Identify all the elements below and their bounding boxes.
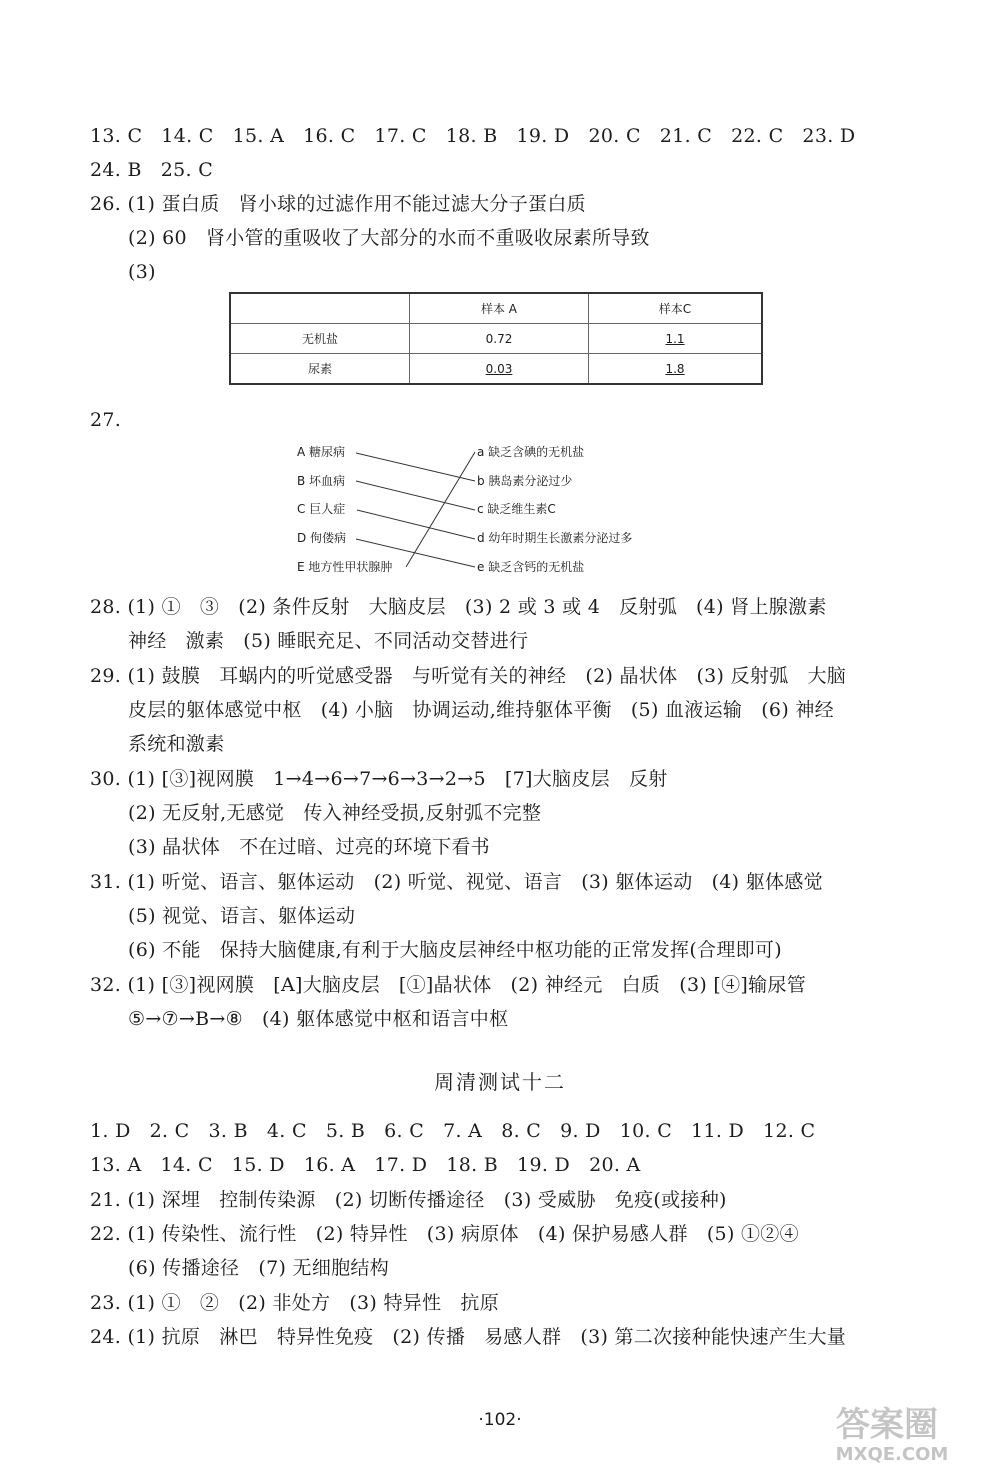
match-line-b-c — [356, 481, 475, 510]
answer-26-3: (3) — [128, 261, 156, 283]
match-left-c: C 巨人症 — [297, 502, 346, 516]
table-cell: 0.72 — [410, 324, 589, 354]
answer-31-line2: (5) 视觉、语言、躯体运动 — [128, 905, 356, 927]
answer-23: 23. (1) ① ② (2) 非处方 (3) 特异性 抗原 — [90, 1292, 499, 1314]
watermark-text: 答案圈 — [836, 1405, 938, 1445]
answer-blank: 0.03 — [485, 361, 513, 376]
answer-22-line1: 22. (1) 传染性、流行性 (2) 特异性 (3) 病原体 (4) 保护易感人群 (5) ①②④ — [90, 1223, 799, 1245]
match-left-d: D 佝偻病 — [297, 531, 347, 545]
match-right-d: d 幼年时期生长激素分泌过多 — [477, 531, 633, 545]
answer-32-line2: ⑤→⑦→B→⑧ (4) 躯体感觉中枢和语言中枢 — [128, 1008, 509, 1030]
answer-26-2: (2) 60 肾小管的重吸收了大部分的水而不重吸收尿素所导致 — [128, 227, 650, 249]
answer-32-line1: 32. (1) [③]视网膜 [A]大脑皮层 [①]晶状体 (2) 神经元 白质 (3) [④]输尿管 — [90, 974, 807, 996]
watermark-url: MXQE.COM — [835, 1444, 949, 1464]
table-header-cell: 样本C — [589, 293, 763, 324]
answer-line-24-25: 24. B 25. C — [90, 159, 214, 181]
answer-21: 21. (1) 深埋 控制传染源 (2) 切断传播途径 (3) 受威胁 免疫(或接种) — [90, 1189, 727, 1211]
answer-line-13-20: 13. A 14. C 15. D 16. A 17. D 18. B 19. D 20. A — [90, 1154, 641, 1176]
watermark-logo-icon — [792, 1400, 982, 1464]
answer-28-line2: 神经 激素 (5) 睡眠充足、不同活动交替进行 — [128, 630, 529, 652]
match-right-c: c 缺乏维生素C — [477, 502, 556, 516]
answer-28-line1: 28. (1) ① ③ (2) 条件反射 大脑皮层 (3) 2 或 3 或 4 反射弧 (4) 肾上腺激素 — [90, 596, 827, 618]
answer-30-line1: 30. (1) [③]视网膜 1→4→6→7→6→3→2→5 [7]大脑皮层 反射 — [90, 768, 668, 790]
answer-line-13-23: 13. C 14. C 15. A 16. C 17. C 18. B 19. D 20. C 21. C 22. C 23. D — [90, 125, 856, 147]
answer-30-line2: (2) 无反射,无感觉 传入神经受损,反射弧不完整 — [128, 802, 542, 824]
table-cell: 无机盐 — [230, 324, 410, 354]
answer-29-line1: 29. (1) 鼓膜 耳蜗内的听觉感受器 与听觉有关的神经 (2) 晶状体 (3) 反射弧 大脑 — [90, 665, 847, 687]
matching-lines — [0, 0, 1000, 640]
match-left-a: A 糖尿病 — [297, 445, 346, 459]
answer-blank: 1.1 — [665, 331, 685, 346]
answer-22-line2: (6) 传播途径 (7) 无细胞结构 — [128, 1257, 390, 1279]
match-line-a-b — [356, 453, 475, 481]
table-cell: 尿素 — [230, 354, 410, 385]
answer-26-1: 26. (1) 蛋白质 肾小球的过滤作用不能过滤大分子蛋白质 — [90, 193, 586, 215]
answer-31-line1: 31. (1) 听觉、语言、躯体运动 (2) 听觉、视觉、语言 (3) 躯体运动 (4) 躯体感觉 — [90, 871, 823, 893]
answer-24: 24. (1) 抗原 淋巴 特异性免疫 (2) 传播 易感人群 (3) 第二次接种能快速产生大量 — [90, 1326, 847, 1348]
match-line-d-e — [356, 539, 475, 567]
match-left-b: B 坏血病 — [297, 474, 346, 488]
section-title: 周清测试十二 — [434, 1070, 566, 1094]
answer-line-1-12: 1. D 2. C 3. B 4. C 5. B 6. C 7. A 8. C 9. D 10. C 11. D 12. C — [90, 1120, 816, 1142]
match-right-a: a 缺乏含碘的无机盐 — [477, 445, 585, 459]
answer-31-line3: (6) 不能 保持大脑健康,有利于大脑皮层神经中枢功能的正常发挥(合理即可) — [128, 939, 782, 961]
answer-30-line3: (3) 晶状体 不在过暗、过亮的环境下看书 — [128, 836, 490, 858]
answer-29-line2: 皮层的躯体感觉中枢 (4) 小脑 协调运动,维持躯体平衡 (5) 血液运输 (6) 神经 — [128, 699, 834, 721]
match-line-c-d — [357, 510, 475, 539]
match-right-b: b 胰岛素分泌过少 — [477, 474, 573, 488]
answer-27: 27. — [90, 409, 122, 431]
match-line-e-a — [406, 452, 475, 567]
table-header-cell: 样本 A — [410, 293, 589, 324]
page-number: ·102· — [478, 1410, 522, 1430]
match-left-e: E 地方性甲状腺肿 — [297, 560, 393, 574]
answer-29-line3: 系统和激素 — [128, 733, 225, 755]
answer-blank: 1.8 — [665, 361, 685, 376]
match-right-e: e 缺乏含钙的无机盐 — [477, 560, 585, 574]
